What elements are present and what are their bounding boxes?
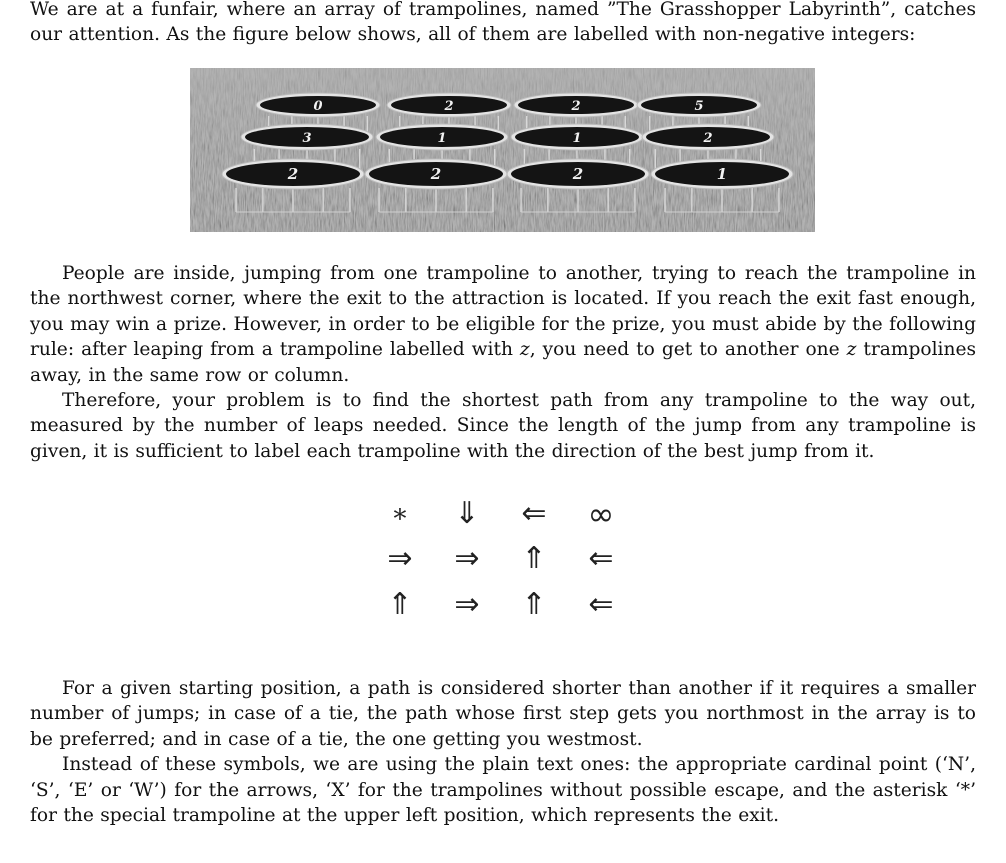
trampoline-label: 1 <box>572 131 582 146</box>
trampoline-label: 2 <box>572 165 584 183</box>
arrow-up-icon: ⇑ <box>521 541 547 576</box>
trampoline-label: 1 <box>437 131 447 146</box>
rules-section <box>30 261 976 464</box>
arrow-left-icon: ⇐ <box>521 496 547 531</box>
trampoline-label: 2 <box>287 165 299 183</box>
trampoline-label: 2 <box>703 131 713 146</box>
trampoline-photo <box>190 68 815 232</box>
trampoline-label: 2 <box>444 99 454 114</box>
arrow-down-icon: ⇓ <box>454 496 480 531</box>
arrow-right-icon: ⇒ <box>454 587 480 622</box>
rules-paragraph <box>30 261 976 388</box>
arrow-left-icon: ⇐ <box>588 541 614 576</box>
arrow-solution-grid <box>370 494 650 634</box>
arrow-up-icon: ⇑ <box>387 587 413 622</box>
trampoline-label: 2 <box>571 99 581 114</box>
arrow-left-icon: ⇐ <box>588 587 614 622</box>
trampoline-label: 3 <box>302 131 312 146</box>
tiebreak-section <box>30 676 976 828</box>
trampoline-label: 1 <box>716 165 728 183</box>
variable-z: z <box>846 339 857 361</box>
arrow-up-icon: ⇑ <box>521 587 547 622</box>
variable-z: z <box>519 339 530 361</box>
document-page <box>30 0 977 827</box>
arrow-right-icon: ⇒ <box>454 541 480 576</box>
problem-paragraph: Therefore, your problem is to find the shortest path from any trampoline to the way out, measured by the number of leaps needed. Since the length of the jump from any trampoline is given, it is sufficient to label each trampoline with the direction of the best jump from it. <box>30 390 976 462</box>
infinity-icon: ∞ <box>587 495 615 533</box>
rules-text-1: People are inside, jumping from one trampoline to another, trying to reach the trampoline in the northwest corner, where the exit to the attraction is located. If you reach the exit fast enough, you may win a prize. However, in order to be eligible for the prize, you must abide by the following rule: after leaping from a trampoline labelled with <box>30 263 976 361</box>
exit-asterisk-icon: ∗ <box>391 499 409 529</box>
trampoline-label: 0 <box>313 99 323 114</box>
symbols-paragraph: Instead of these symbols, we are using the plain text ones: the appropriate cardinal point (‘N’, ‘S’, ‘E’ or ‘W’) for the arrows, ‘X’ for the trampolines without possible escape, and the asterisk ‘*’ for the special trampoline at the upper left position, which represents the exit. <box>30 754 976 827</box>
trampoline-label: 5 <box>694 99 704 114</box>
intro-paragraph: We are at a funfair, where an array of trampolines, named ”The Grasshopper Labyrinth”, catches our attention. As the figure below shows, all of them are labelled with non-negative integers: <box>30 0 976 46</box>
arrow-right-icon: ⇒ <box>387 541 413 576</box>
trampoline-label: 2 <box>430 165 442 183</box>
rules-text-3: trampolines away, in the same row or column. <box>30 339 977 386</box>
tiebreak-paragraph: For a given starting position, a path is considered shorter than another if it requires a smaller number of jumps; in case of a tie, the path whose first step gets you northmost in the array is to be preferred; and in case of a tie, the one getting you westmost. <box>30 678 976 750</box>
rules-text-2: , you need to get to another one <box>529 339 847 361</box>
